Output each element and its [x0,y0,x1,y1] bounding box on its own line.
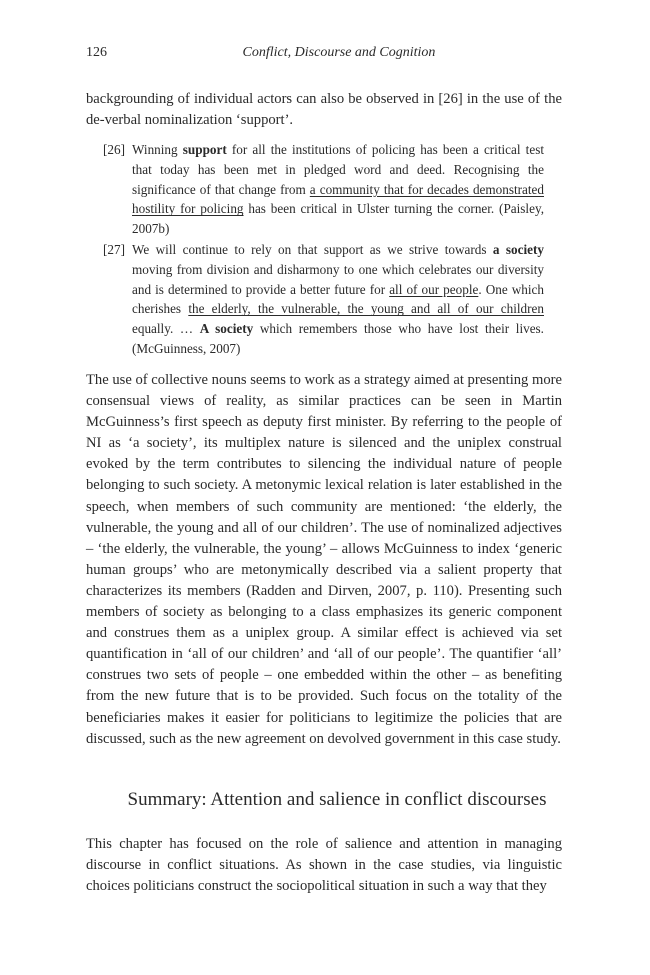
example-number: [26] [103,142,125,157]
bold-term: A society [199,321,254,337]
bold-term: support [182,142,227,157]
section-heading: Summary: Attention and salience in conflict discourses [127,789,547,810]
underlined-phrase: the elderly, the vulnerable, the young and all of our children [188,301,544,317]
page-number: 126 [86,45,107,60]
bold-term: a society [492,242,544,257]
example-text: We will continue to rely on that support as we strive towards a society moving from division and disharmony to one which celebrates our diversity and is determined to provide a better future for all of our people. One which cherishes the elderly, the vulnerable, the young and all of our children equally. … A society which remembers those who have lost their lives. (McGuinness, 2007) [132,242,545,356]
paragraph-intro: backgrounding of individual actors can also be observed in [26] in the use of the de-verbal nominalization ‘support’. [86,91,562,129]
example-26 [98,140,544,239]
paragraph-analysis: The use of collective nouns seems to work as a strategy aimed at presenting more consensual views of reality, as similar practices can be seen in Martin McGuinness’s first speech as deputy first minister. By referring to the people of NI as ‘a society’, its multiplex nature is silenced and the uniplex construal evoked by the term contributes to silencing the individual nature of people belonging to such society. A metonymic lexical relation is later established in the speech, when members of such community are mentioned: ‘the elderly, the vulnerable, the young and all of our children’. The use of nominalized adjectives – ‘the elderly, the vulnerable, the young’ – allows McGuinness to index ‘generic human groups’ who are metonymically described via a salient property that characterizes its members (Radden and Dirven, 2007, p. 110). Presenting such members of society as belonging to a class emphasizes its generic component and construes them as a uniplex group. A similar effect is achieved via set quantification in ‘all of our children’ and ‘all of our people’. The quantifier ‘all’ construes two sets of people – one embedded within the other – as benefiting from the new future that is to be provided. Such focus on the totality of the beneficiaries makes it easier for politicians to legitimize the policies that are discussed, such as the new agreement on devolved government in this case study. [86,372,562,747]
underlined-phrase: a community that for decades demonstrated hostility for policing [132,181,544,217]
paragraph-summary: This chapter has focused on the role of salience and attention in managing discourse in conflict situations. As shown in the case studies, via linguistic choices politicians construct the sociopolitical situation in such a way that they [86,836,562,895]
example-number: [27] [103,242,125,257]
example-27 [98,240,544,359]
example-text: Winning support for all the institutions of policing has been a critical test that today has been met in pledged word and deed. Recognising the significance of that change from a community that for decades demonstrated hostility for policing has been critical in Ulster turning the corner. (Paisley, 2007b) [132,142,544,237]
underlined-phrase: all of our people [389,281,479,297]
running-title: Conflict, Discourse and Cognition [242,45,436,60]
